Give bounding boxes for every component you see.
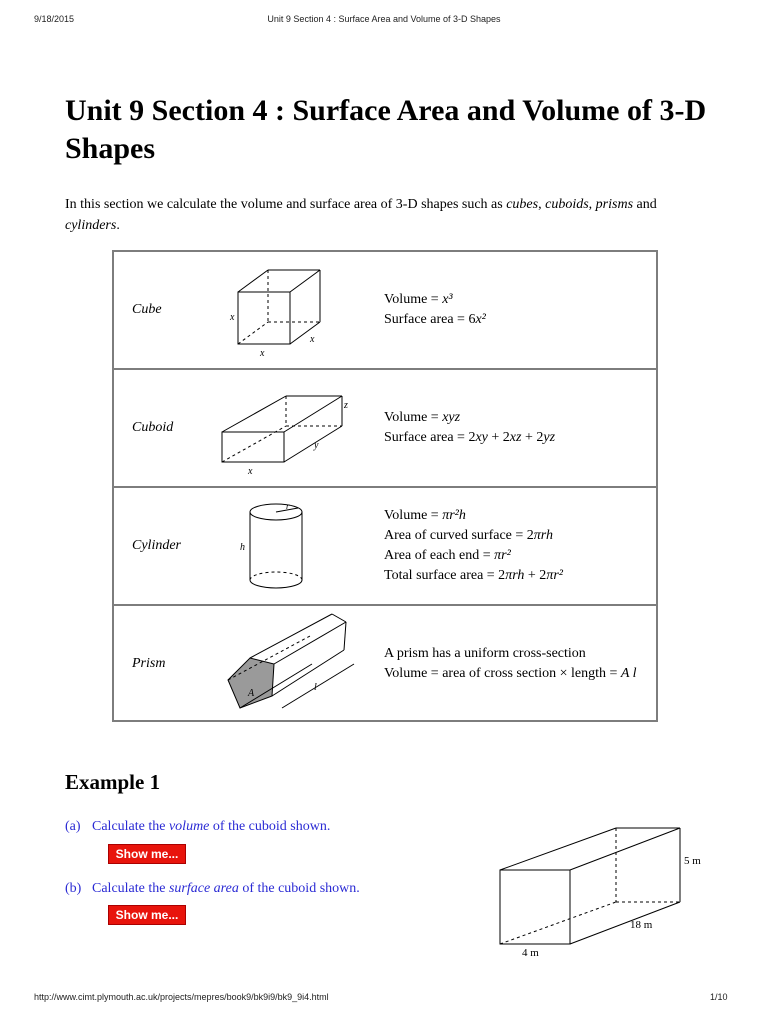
- shapes-table: [112, 250, 658, 722]
- cuboid-formulas: Volume = xyz Surface area = 2xy + 2xz + 2yz: [384, 410, 556, 445]
- print-url[interactable]: http://www.cimt.plymouth.ac.uk/projects/mepres/book9/bk9i9/bk9_9i4.html: [34, 992, 329, 1002]
- example-heading: Example 1: [65, 770, 161, 794]
- cylinder-diagram: [238, 498, 328, 598]
- prism-label-a: A: [248, 688, 255, 699]
- example-part-b: (b) Calculate the surface area of the cuboid shown.: [65, 881, 360, 896]
- cube-label-x1: x: [230, 312, 235, 323]
- print-date: 9/18/2015: [34, 14, 75, 24]
- cuboid-label-x: x: [248, 466, 253, 477]
- prism-label-l: l: [314, 682, 317, 693]
- cube-label-x3: x: [310, 334, 315, 345]
- dim-width: 4 m: [522, 947, 539, 959]
- shape-name: Cuboid: [132, 420, 174, 435]
- cube-label-x2: x: [260, 348, 265, 359]
- shape-name: Cylinder: [132, 538, 181, 553]
- shape-name: Cube: [132, 302, 162, 317]
- cylinder-label-h: h: [240, 542, 245, 553]
- cuboid-diagram: [214, 386, 374, 478]
- shape-row-cuboid: [114, 370, 656, 488]
- prism-diagram: [214, 610, 364, 718]
- print-page-number: 1/10: [710, 992, 728, 1002]
- shape-row-cylinder: [114, 488, 656, 606]
- shape-name: Prism: [132, 656, 166, 671]
- shape-row-prism: [114, 606, 656, 720]
- cylinder-formulas: Volume = πr²h Area of curved surface = 2πrh Area of each end = πr² Total surface area = 2πrh + 2πr²: [384, 508, 563, 583]
- cube-formulas: Volume = x³ Surface area = 6x²: [384, 292, 486, 327]
- example-part-a: (a) Calculate the volume of the cuboid shown.: [65, 819, 331, 834]
- cuboid-label-y: y: [314, 440, 319, 451]
- page-title: Unit 9 Section 4 : Surface Area and Volume of 3-D Shapes: [65, 94, 707, 165]
- cube-diagram: [222, 262, 352, 362]
- shape-row-cube: [114, 252, 656, 370]
- example-cuboid-diagram: [490, 822, 720, 962]
- cuboid-label-z: z: [344, 400, 348, 411]
- print-title: Unit 9 Section 4 : Surface Area and Volume of 3-D Shapes: [267, 14, 501, 24]
- show-me-button-a[interactable]: Show me...: [108, 844, 186, 864]
- dim-length: 18 m: [630, 919, 653, 931]
- intro-paragraph: In this section we calculate the volume and surface area of 3-D shapes such as cubes, cuboids, prisms and cylinders.: [65, 197, 657, 233]
- prism-formulas: A prism has a uniform cross-section Volume = area of cross section × length = A l: [384, 646, 637, 681]
- cylinder-label-r: r: [286, 501, 290, 511]
- show-me-button-b[interactable]: Show me...: [108, 905, 186, 925]
- dim-height: 5 m: [684, 855, 701, 867]
